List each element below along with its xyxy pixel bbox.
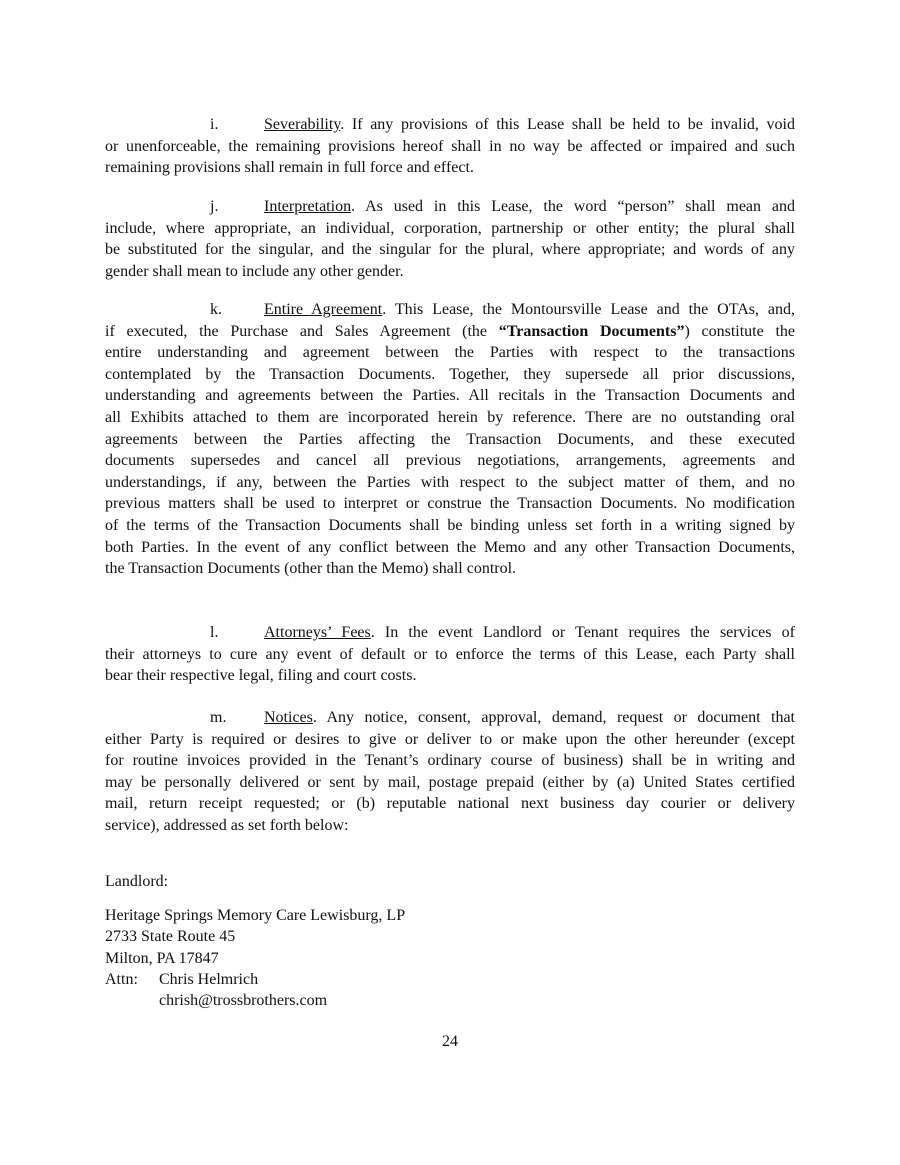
- section-marker: l.: [210, 624, 219, 641]
- section-text: . In the event Landlord or Tenant requires the services of: [370, 624, 795, 641]
- text-line: both Parties. In the event of any conflict between the Memo and any other Transaction Documents,: [105, 538, 795, 556]
- section-text: . This Lease, the Montoursville Lease and the OTAs, and,: [382, 301, 795, 318]
- text-line: of the terms of the Transaction Documents shall be binding unless set forth in a writing signed by: [105, 516, 795, 534]
- section-heading: Notices: [264, 709, 313, 726]
- section-marker: m.: [210, 709, 227, 726]
- paragraph-m: [105, 707, 795, 837]
- paragraph-j: [105, 196, 795, 282]
- section-heading: Entire Agreement: [264, 301, 383, 318]
- text-segment: if executed, the Purchase and Sales Agreement (the: [105, 322, 499, 340]
- attn-label: Attn:: [105, 970, 138, 988]
- section-marker: k.: [210, 301, 222, 318]
- landlord-name: Heritage Springs Memory Care Lewisburg, LP: [105, 907, 406, 924]
- section-heading: Attorneys’ Fees: [264, 624, 371, 641]
- section-heading: Interpretation: [264, 198, 352, 215]
- text-line: for routine invoices provided in the Tenant’s ordinary course of business) shall be in writing and: [105, 752, 795, 770]
- section-text: . If any provisions of this Lease shall be held to be invalid, void: [340, 116, 795, 133]
- paragraph-l: [105, 622, 795, 687]
- landlord-attn: [105, 969, 405, 990]
- landlord-email: chrish@trossbrothers.com: [159, 992, 328, 1010]
- section-text: . Any notice, consent, approval, demand, request or document that: [312, 709, 795, 726]
- text-line: either Party is required or desires to give or deliver to or make upon the other hereunder (except: [105, 730, 795, 748]
- landlord-city: Milton, PA 17847: [105, 949, 219, 967]
- section-marker: j.: [210, 198, 219, 215]
- text-line: their attorneys to cure any event of default or to enforce the terms of this Lease, each Party shall: [105, 645, 795, 663]
- paragraph-first-line: [105, 196, 795, 218]
- text-line: the Transaction Documents (other than the Memo) shall control.: [105, 560, 517, 578]
- text-line: or unenforceable, the remaining provisions hereof shall in no way be affected or impaired and such: [105, 137, 795, 155]
- landlord-label: Landlord:: [105, 873, 169, 890]
- text-line: include, where appropriate, an individual, corporation, partnership or other entity; the plural shall: [105, 219, 795, 237]
- text-line: be substituted for the singular, and the singular for the plural, where appropriate; and words of any: [105, 241, 795, 259]
- text-line: bear their respective legal, filing and court costs.: [105, 667, 417, 685]
- text-line: may be personally delivered or sent by mail, postage prepaid (either by (a) United States certified: [105, 773, 795, 791]
- paragraph-i: [105, 114, 795, 179]
- text-line: understandings, if any, between the Parties with respect to the subject matter of them, and no: [105, 473, 795, 491]
- text-segment: ) constitute the: [684, 322, 796, 340]
- text-line: documents supersedes and cancel all previous negotiations, arrangements, agreements and: [105, 452, 795, 470]
- text-line: remaining provisions shall remain in full force and effect.: [105, 159, 474, 177]
- paragraph-first-line: [105, 114, 795, 136]
- attn-name: Chris Helmrich: [159, 970, 259, 988]
- text-line: mail, return receipt requested; or (b) reputable national next business day courier or delivery: [105, 795, 795, 813]
- text-line: agreements between the Parties affecting the Transaction Documents, and these executed: [105, 430, 795, 448]
- section-text: . As used in this Lease, the word “person” shall mean and: [351, 198, 795, 215]
- text-line: [105, 321, 795, 343]
- text-line: understanding and agreements between the Parties. All recitals in the Transaction Documents and: [105, 387, 795, 405]
- landlord-address: [105, 905, 405, 1011]
- text-line: contemplated by the Transaction Documents. Together, they supersede all prior discussions,: [105, 365, 795, 383]
- text-line: gender shall mean to include any other gender.: [105, 262, 404, 280]
- paragraph-first-line: [105, 707, 795, 729]
- paragraph-first-line: [105, 622, 795, 644]
- defined-term: “Transaction Documents”: [498, 322, 685, 340]
- section-heading: Severability: [264, 116, 341, 133]
- page-number: 24: [442, 1033, 458, 1050]
- text-line: all Exhibits attached to them are incorporated herein by reference. There are no outstanding oral: [105, 408, 795, 426]
- text-line: service), addressed as set forth below:: [105, 816, 349, 834]
- paragraph-k: [105, 299, 795, 580]
- landlord-street: 2733 State Route 45: [105, 928, 236, 946]
- section-marker: i.: [210, 116, 219, 133]
- text-line: previous matters shall be used to interpret or construe the Transaction Documents. No modification: [105, 495, 795, 513]
- text-line: entire understanding and agreement between the Parties with respect to the transactions: [105, 344, 795, 362]
- paragraph-first-line: [105, 299, 795, 321]
